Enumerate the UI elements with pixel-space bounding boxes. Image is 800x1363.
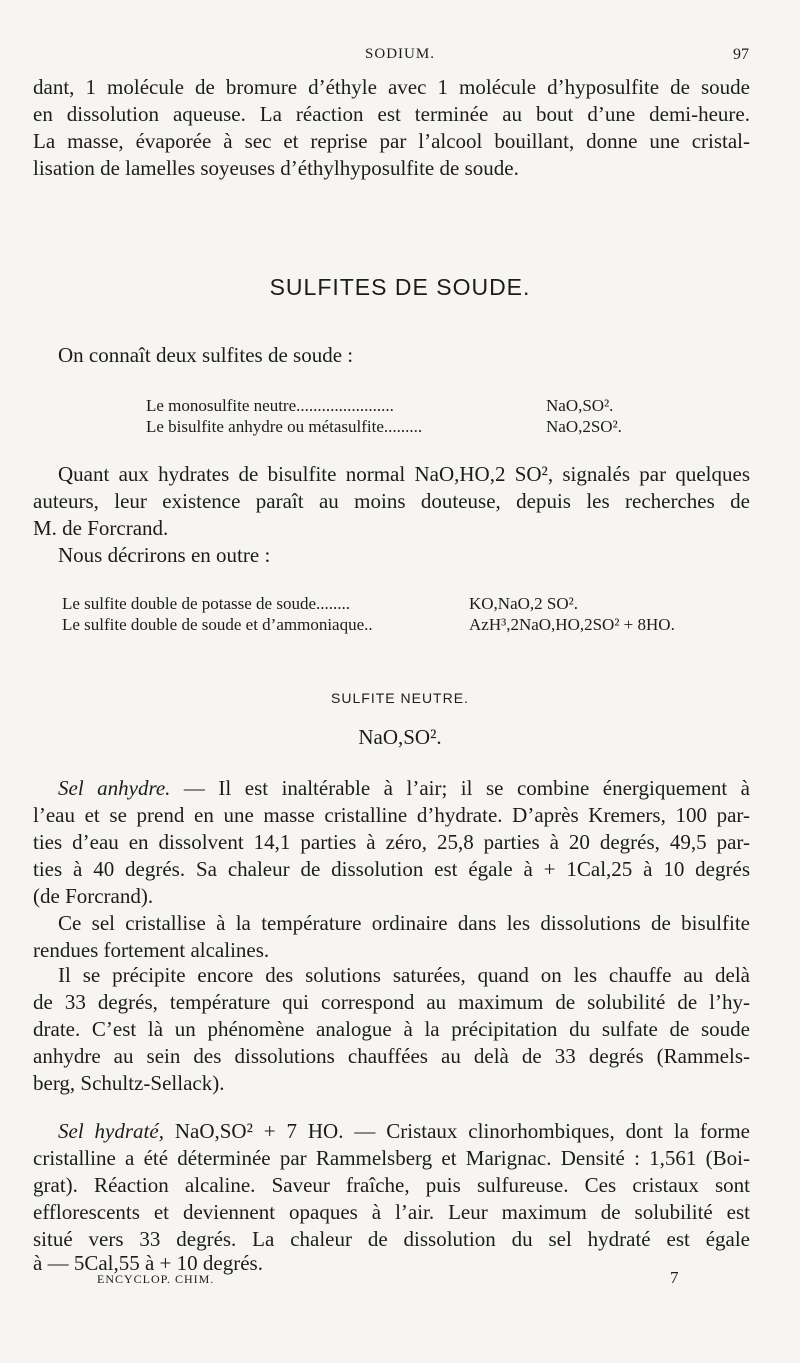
list-item-formula: NaO,SO². — [546, 396, 614, 415]
precipite-line: drate. C’est là un phénomène analogue à la précipitation du sulfate de soude — [33, 1017, 750, 1041]
anhydre-line: l’eau et se prend en une masse cristalline d’hydrate. D’après Kremers, 100 par- — [33, 803, 750, 827]
precipite-line: de 33 degrés, température qui correspond au maximum de solubilité de l’hy- — [33, 990, 750, 1014]
list-item-label: Le bisulfite anhydre ou métasulfite......... — [146, 417, 423, 436]
list-item-formula: AzH³,2NaO,HO,2SO² + 8HO. — [469, 615, 675, 634]
anhydre-text: — Il est inaltérable à l’air; il se combine énergiquement à — [170, 776, 750, 800]
intro-line: lisation de lamelles soyeuses d’éthylhyposulfite de soude. — [33, 156, 519, 180]
crystallise-line: rendues fortement alcalines. — [33, 938, 270, 962]
section-title: SULFITES DE SOUDE. — [269, 274, 531, 300]
known-line: On connaît deux sulfites de soude : — [58, 343, 354, 367]
precipite-line: Il se précipite encore des solutions saturées, quand on les chauffe au delà — [58, 963, 750, 987]
hydrate-line: efflorescents et deviennent opaques à l’air. Leur maximum de solubilité est — [33, 1200, 750, 1224]
hydrates-line: M. de Forcrand. — [33, 516, 169, 540]
subsection-title: SULFITE NEUTRE. — [331, 690, 469, 706]
list-item-formula: NaO,2SO². — [546, 417, 622, 436]
crystallise-line: Ce sel cristallise à la température ordinaire dans les dissolutions de bisulfite — [58, 911, 750, 935]
anhydre-line: (de Forcrand). — [33, 884, 154, 908]
hydrate-line: à — 5Cal,55 à + 10 degrés. — [33, 1251, 263, 1275]
page-number: 97 — [733, 46, 749, 63]
anhydre-line — [58, 775, 750, 802]
anhydre-line: ties d’eau en dissolvent 14,1 parties à zéro, 25,8 parties à 20 degrés, 49,5 par- — [33, 830, 750, 854]
subsection-formula: NaO,SO². — [358, 725, 442, 749]
signature-number: 7 — [670, 1268, 679, 1287]
running-title: SODIUM. — [365, 46, 435, 62]
hydrates-line: auteurs, leur existence paraît au moins douteuse, depuis les recherches de — [33, 489, 750, 513]
list-item-label: Le sulfite double de potasse de soude........ — [62, 594, 350, 613]
footer-signature: ENCYCLOP. CHIM. — [97, 1272, 215, 1286]
intro-line: La masse, évaporée à sec et reprise par l’alcool bouillant, donne une cristal- — [33, 129, 750, 153]
list-item-label: Le monosulfite neutre....................... — [146, 396, 394, 415]
anhydre-term: Sel anhydre. — [58, 776, 171, 800]
list-item-formula: KO,NaO,2 SO². — [469, 594, 578, 613]
hydrate-line: cristalline a été déterminée par Rammelsberg et Marignac. Densité : 1,561 (Boi- — [33, 1146, 750, 1170]
precipite-line: anhydre au sein des dissolutions chauffées au delà de 33 degrés (Rammels- — [33, 1044, 750, 1068]
hydrates-line: Quant aux hydrates de bisulfite normal NaO,HO,2 SO², signalés par quelques — [58, 462, 750, 486]
list-item-label: Le sulfite double de soude et d’ammoniaque.. — [62, 615, 373, 634]
hydrate-line — [58, 1118, 750, 1145]
intro-line: en dissolution aqueuse. La réaction est terminée au bout d’une demi-heure. — [33, 102, 750, 126]
hydrate-line: grat). Réaction alcaline. Saveur fraîche, puis sulfureuse. Ces cristaux sont — [33, 1173, 750, 1197]
hydrate-line: situé vers 33 degrés. La chaleur de dissolution du sel hydraté est égale — [33, 1227, 750, 1251]
intro-line: dant, 1 molécule de bromure d’éthyle avec 1 molécule d’hyposulfite de soude — [33, 75, 750, 99]
precipite-line: berg, Schultz-Sellack). — [33, 1071, 225, 1095]
hydrate-term: Sel hydraté, — [58, 1119, 164, 1143]
anhydre-line: ties à 40 degrés. Sa chaleur de dissolution est égale à + 1Cal,25 à 10 degrés — [33, 857, 750, 881]
hydrate-text: NaO,SO² + 7 HO. — Cristaux clinorhombiques, dont la forme — [163, 1119, 750, 1143]
describe-line: Nous décrirons en outre : — [58, 543, 271, 567]
